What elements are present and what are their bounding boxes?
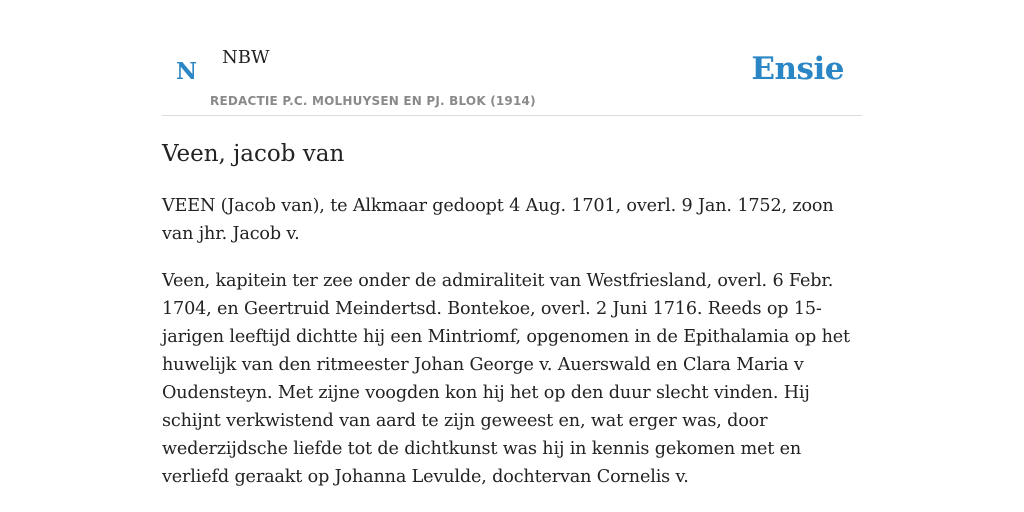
header [162,36,862,116]
article [162,138,862,491]
editors-credit: REDACTIE P.C. MOLHUYSEN EN PJ. BLOK (1914) [210,94,536,108]
article-paragraph: VEEN (Jacob van), te Alkmaar gedoopt 4 Aug. 1701, overl. 9 Jan. 1752, zoon van jhr. Jacob v. [162,196,834,244]
article-paragraph: Veen, kapitein ter zee onder de admiraliteit van Westfriesland, overl. 6 Febr. 1704, en Geertruid Meindertsd. Bontekoe, overl. 2 Juni 1716. Reeds op 15-jarigen leeftijd dichtte hij een Mintriomf, opgenomen in de Epithalamia op het huwelijk van den ritmeester Johan George v. Auerswald en Clara Maria v Oudensteyn. Met zijne voogden kon hij het op den duur slecht vinden. Hij schijnt verkwistend van aard te zijn geweest en, wat erger was, door wederzijdsche liefde tot de dichtkunst was hij in kennis gekomen met en verliefd geraakt op Johanna Levulde, dochtervan Cornelis v. [162,271,850,487]
page-title: Veen, jacob van [162,141,345,167]
publication-logo[interactable]: N [176,58,198,85]
brand-logo[interactable]: Ensie [751,51,844,87]
publication-name[interactable]: NBW [222,47,270,68]
